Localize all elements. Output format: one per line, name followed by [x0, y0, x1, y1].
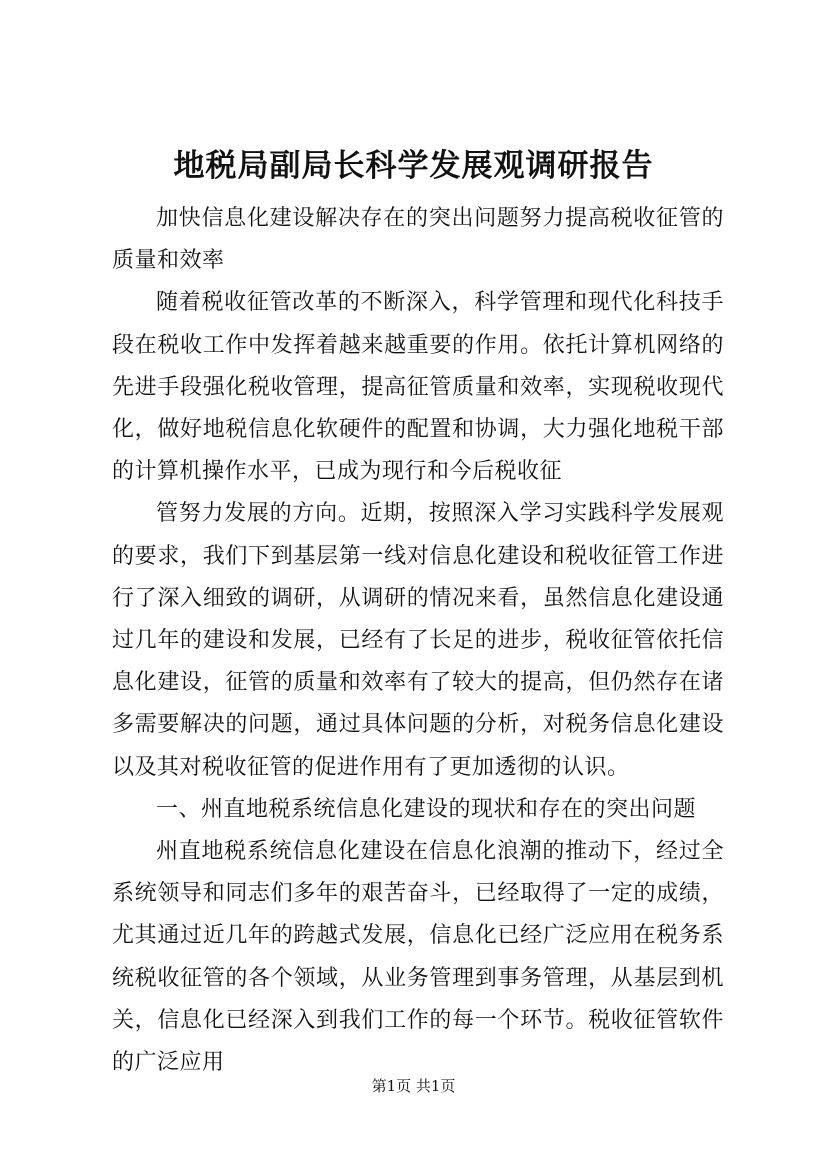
paragraph-current-status: 州直地税系统信息化建设在信息化浪潮的推动下，经过全系统领导和同志们多年的艰苦奋斗，已经取得了一定的成绩，尤其通过近几年的跨越式发展，信息化已经广泛应用在税务系统税收征管的各个领域，从业务管理到事务管理，从基层到机关，信息化已经深入到我们工作的每一个环节。税收征管软件的广泛应用: [112, 839, 724, 1076]
paragraph-research-overview: 管努力发展的方向。近期，按照深入学习实践科学发展观的要求，我们下到基层第一线对信息化建设和税收征管工作进行了深入细致的调研，从调研的情况来看，虽然信息化建设通过几年的建设和发展，已经有了长足的进步，税收征管依托信息化建设，征管的质量和效率有了较大的提高，但仍然存在诸多需要解决的问题，通过具体问题的分析，对税务信息化建设以及其对税收征管的促进作用有了更加透彻的认识。: [112, 501, 724, 780]
page-footer: 第1页 共1页: [371, 1077, 456, 1095]
paragraph-subtitle: 加快信息化建设解决存在的突出问题努力提高税收征管的质量和效率: [112, 206, 724, 274]
paragraph-introduction: 随着税收征管改革的不断深入，科学管理和现代化科技手段在税收工作中发挥着越来越重要的作用。依托计算机网络的先进手段强化税收管理，提高征管质量和效率，实现税收现代化，做好地税信息化软硬件的配置和协调，大力强化地税干部的计算机操作水平，已成为现行和今后税收征: [112, 290, 724, 485]
section-heading-current-status: 一、州直地税系统信息化建设的现状和存在的突出问题: [156, 796, 697, 822]
document-title: 地税局副局长科学发展观调研报告: [173, 148, 654, 184]
document-body: [112, 198, 724, 1084]
